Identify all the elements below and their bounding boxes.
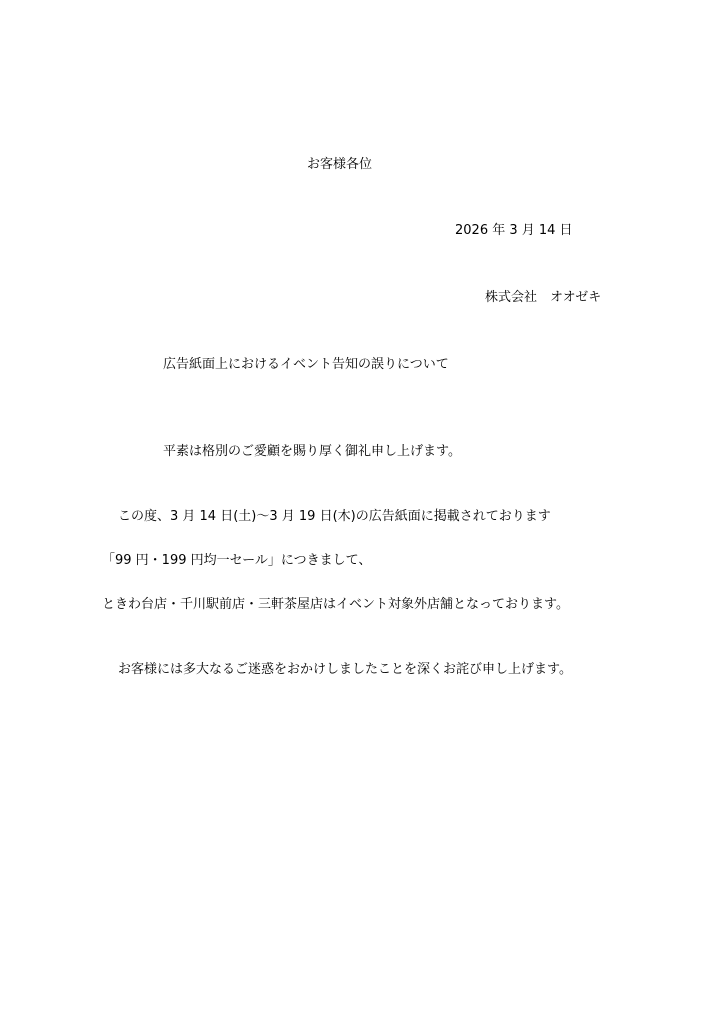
body-line: ときわ台店・千川駅前店・三軒茶屋店はイベント対象外店舗となっております。 (102, 597, 569, 612)
body-line: 「99 円・199 円均一セール」につきまして、 (102, 553, 372, 568)
body-line: この度、3 月 14 日(土)～3 月 19 日(木)の広告紙面に掲載されております (118, 509, 551, 524)
company-name: 株式会社 オオゼキ (485, 290, 602, 305)
notice-subject: 広告紙面上におけるイベント告知の誤りについて (163, 357, 449, 372)
greeting-paragraph: 平素は格別のご愛顧を賜り厚く御礼申し上げます。 (163, 444, 461, 459)
apology-paragraph: お客様には多大なるご迷惑をおかけしましたことを深くお詫び申し上げます。 (118, 662, 572, 677)
salutation: お客様各位 (307, 157, 373, 172)
issue-date: 2026 年 3 月 14 日 (455, 223, 573, 238)
